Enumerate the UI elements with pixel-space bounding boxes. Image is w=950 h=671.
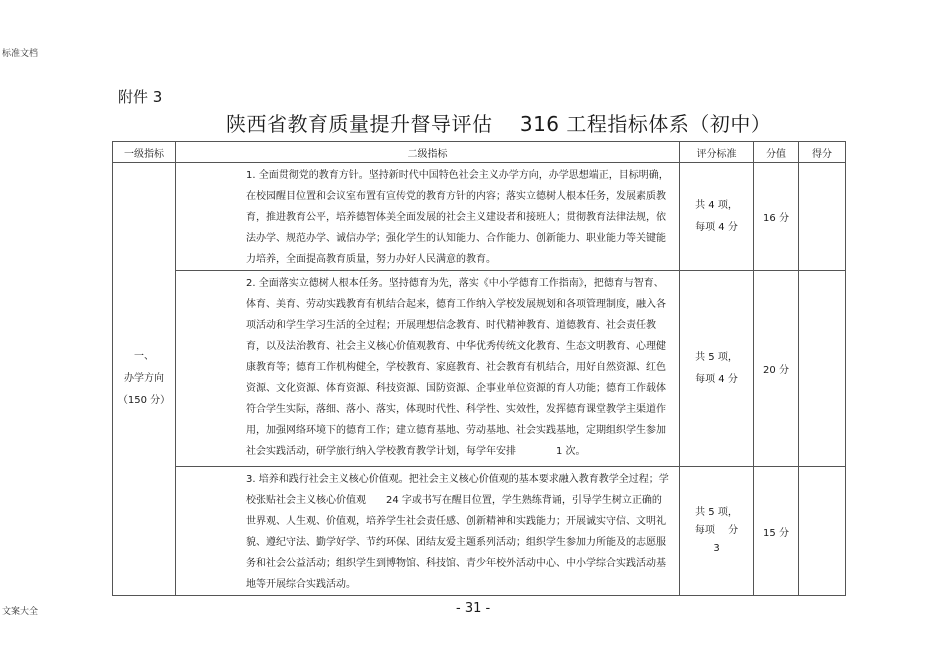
header-got: 得分 [799,142,846,163]
page-title: 陕西省教育质量提升督导评估 316 工程指标体系（初中） [226,112,772,136]
indicator-table [112,141,846,596]
got-cell [799,271,846,467]
standard-per-item: 每项 分 [694,525,739,536]
standard-cell [680,271,754,467]
level1-number: 一、 [134,351,154,362]
score-cell: 20 分 [754,271,799,467]
table-row [113,467,846,596]
page-number: - 31 - [456,601,491,616]
level2-cell [176,163,680,271]
header-note: 标准文档 [2,49,39,59]
standard-count: 共 5 项， [695,351,738,363]
score-cell: 16 分 [754,163,799,271]
level2-text: 2. 全面落实立德树人根本任务。坚持德育为先，落实《中小学德育工作指南》，把德育与智育、体育、美育、劳动实践教育有机结合起来，德育工作纳入学校发展规划和各项管理制度，融入各项活动和学生学习生活的全过程；开展理想信念教育、时代精神教育、道德教育、社会责任教育，以及法治教育、社会主义核心价值观教育、中华优秀传统文化教育、生态文明教育、心理健康教育等；德育工作机构健全，学校教育、家庭教育、社会教育有机结合，用好自然资源、红色资源、文化资源、体育资源、科技资源、国防资源、企事业单位资源的育人功能；德育工作载体符合学生实际，落细、落小、落实，体现时代性、科学性、实效性，发挥德育课堂教学主渠道作用，加强网络环境下的德育工作；建立德育基地、劳动基地、社会实践基地，定期组织学生参加社会实践活动，研学旅行纳入学校教育教学计划，每学年安排 1 次。 [246,278,666,457]
standard-per-item: 每项 4 分 [695,221,738,233]
standard-cell [680,163,754,271]
footer-note: 文案大全 [2,607,39,617]
standard-count: 共 5 项， [695,507,738,518]
level2-cell [176,467,680,596]
level1-points: （150 分） [117,395,171,406]
table-row [113,271,846,467]
level2-text: 1. 全面贯彻党的教育方针。坚持新时代中国特色社会主义办学方向，办学思想端正，目标明确，在校园醒目位置和会议室布置有宣传党的教育方针的内容；落实立德树人根本任务，发展素质教育，推进教育公平，培养德智体美全面发展的社会主义建设者和接班人；贯彻教育法律法规，依法办学、规范办学、诚信办学；强化学生的认知能力、合作能力、创新能力、职业能力等关键能力培养，全面提高教育质量，努力办好人民满意的教育。 [246,170,669,265]
level1-cell [113,163,176,596]
attachment-label: 附件 3 [118,88,163,106]
standard-cell [680,467,754,596]
score-cell: 15 分 [754,467,799,596]
table-row [113,163,846,271]
got-cell [799,467,846,596]
table-header-row [113,142,846,163]
header-score: 分值 [754,142,799,163]
standard-count: 共 4 项， [695,199,738,211]
level1-name: 办学方向 [124,373,164,384]
standard-per-item: 每项 4 分 [695,373,738,385]
header-standard: 评分标准 [680,142,754,163]
level2-text: 3. 培养和践行社会主义核心价值观。把社会主义核心价值观的基本要求融入教育教学全过程；学校张贴社会主义核心价值观 24 字或书写在醒目位置，学生熟练背诵，引导学生树立正确的世界观、人生观、价值观，培养学生社会责任感、创新精神和实践能力；开展诚实守信、文明礼貌、遵纪守法、勤学好学、节约环保、团结友爱主题系列活动；组织学生参加力所能及的志愿服务和社会公益活动；组织学生到博物馆、科技馆、青少年校外活动中心、中小学综合实践活动基地等开展综合实践活动。 [246,474,669,590]
level2-cell [176,271,680,467]
standard-per-item-value: 3 [713,543,720,554]
header-level2: 二级指标 [176,142,680,163]
header-level1: 一级指标 [113,142,176,163]
got-cell [799,163,846,271]
